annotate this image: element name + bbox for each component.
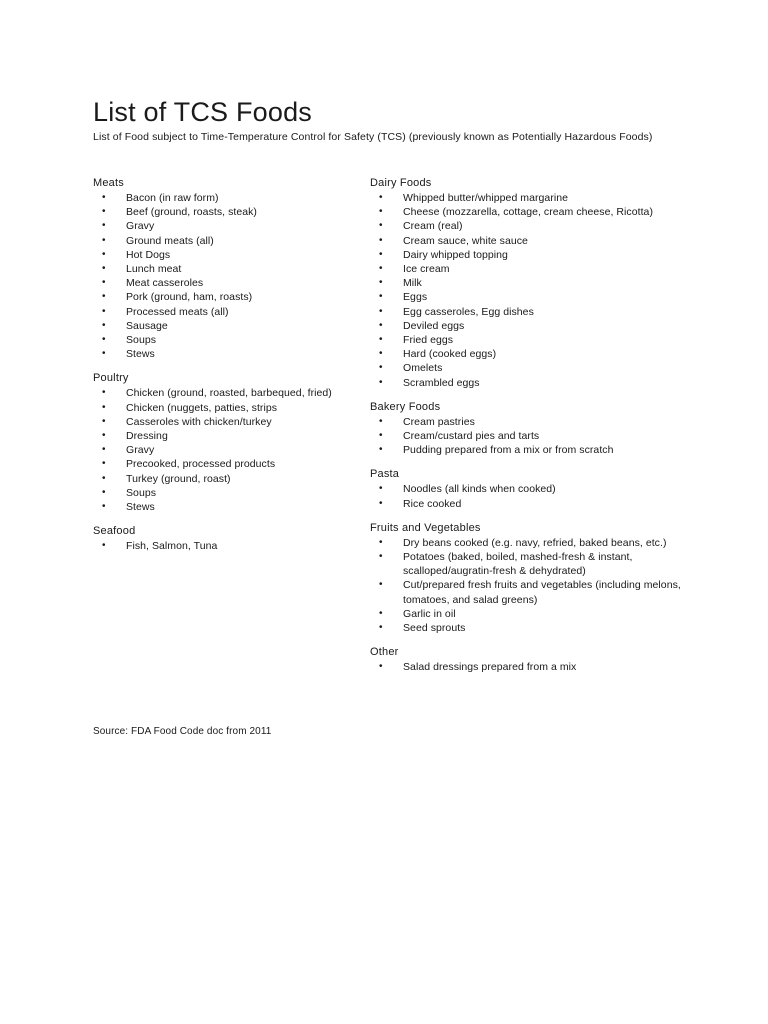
bullet-icon: • xyxy=(102,486,106,498)
food-list-item xyxy=(93,290,363,304)
bullet-icon: • xyxy=(379,622,383,634)
bullet-icon: • xyxy=(379,334,383,346)
bullet-icon: • xyxy=(379,376,383,388)
bullet-icon: • xyxy=(379,483,383,495)
category-heading: Seafood xyxy=(93,525,136,538)
food-item-text: Casseroles with chicken/turkey xyxy=(126,415,272,428)
food-list-item xyxy=(93,415,363,429)
document-page xyxy=(93,95,733,674)
food-item-text: Chicken (ground, roasted, barbequed, fried) xyxy=(126,387,332,400)
category-heading: Bakery Foods xyxy=(370,400,441,413)
food-list-item xyxy=(370,347,710,361)
food-list-item xyxy=(93,234,363,248)
food-list-item xyxy=(93,472,363,486)
food-item-text: Precooked, processed products xyxy=(126,458,276,471)
bullet-icon: • xyxy=(102,263,106,275)
bullet-icon: • xyxy=(379,579,383,591)
food-list xyxy=(370,415,710,458)
food-list-item xyxy=(93,401,363,415)
food-list-item xyxy=(370,536,710,550)
food-item-text: Fish, Salmon, Tuna xyxy=(126,540,218,553)
food-list xyxy=(370,482,710,510)
category-heading: Meats xyxy=(93,177,124,189)
bullet-icon: • xyxy=(102,401,106,413)
bullet-icon: • xyxy=(379,551,383,563)
bullet-icon: • xyxy=(102,472,106,484)
food-list-item xyxy=(93,347,363,361)
bullet-icon: • xyxy=(379,497,383,509)
bullet-icon: • xyxy=(379,362,383,374)
food-list-item xyxy=(93,500,363,514)
food-list-item xyxy=(370,415,710,429)
food-list-item xyxy=(370,443,710,457)
food-list-item xyxy=(370,205,710,219)
food-list-item xyxy=(93,486,363,500)
bullet-icon: • xyxy=(379,291,383,303)
food-item-text: Cream sauce, white sauce xyxy=(403,234,528,247)
bullet-icon: • xyxy=(102,277,106,289)
food-item-text: Potatoes (baked, boiled, mashed-fresh & instant, scalloped/augratin-fresh & dehydrated) xyxy=(403,551,633,578)
food-list-item xyxy=(93,305,363,319)
food-item-text: Fried eggs xyxy=(403,334,454,347)
bullet-icon: • xyxy=(379,263,383,275)
bullet-icon: • xyxy=(379,319,383,331)
food-list-item xyxy=(370,248,710,262)
source-note: Source: FDA Food Code doc from 2011 xyxy=(93,726,272,737)
food-list-item xyxy=(370,276,710,290)
bullet-icon: • xyxy=(379,536,383,548)
food-item-text: Dairy whipped topping xyxy=(403,248,508,261)
food-category-section xyxy=(93,371,363,514)
food-list xyxy=(93,386,363,514)
food-item-text: Pork (ground, ham, roasts) xyxy=(126,291,253,304)
food-item-text: Egg casseroles, Egg dishes xyxy=(403,305,534,318)
food-item-text: Cream (real) xyxy=(403,220,463,233)
bullet-icon: • xyxy=(379,234,383,246)
food-item-text: Salad dressings prepared from a mix xyxy=(403,661,577,674)
food-item-text: Noodles (all kinds when cooked) xyxy=(403,483,556,496)
food-list xyxy=(93,191,363,361)
bullet-icon: • xyxy=(102,540,106,552)
food-item-text: Dressing xyxy=(126,430,168,443)
bullet-icon: • xyxy=(102,458,106,470)
food-item-text: Gravy xyxy=(126,444,155,457)
category-heading: Pasta xyxy=(370,468,400,481)
food-item-text: Stews xyxy=(126,501,155,514)
food-category-section xyxy=(370,521,710,635)
food-item-text: Cream/custard pies and tarts xyxy=(403,430,540,443)
food-category-section xyxy=(93,176,363,361)
food-item-text: Sausage xyxy=(126,319,168,332)
category-heading: Poultry xyxy=(93,372,129,385)
bullet-icon: • xyxy=(379,192,383,203)
page-subtitle: List of Food subject to Time-Temperature Control for Safety (TCS) (previously known as Potentially Hazardous Foods) xyxy=(93,131,653,143)
food-list-item xyxy=(370,191,710,205)
bullet-icon: • xyxy=(102,387,106,399)
bullet-icon: • xyxy=(102,430,106,442)
food-list-item xyxy=(370,319,710,333)
food-item-text: Soups xyxy=(126,334,157,347)
food-list-item xyxy=(370,621,710,635)
food-item-text: Bacon (in raw form) xyxy=(126,192,219,204)
food-list-item xyxy=(370,550,710,578)
food-list-item xyxy=(93,248,363,262)
category-heading: Dairy Foods xyxy=(370,177,432,189)
bullet-icon: • xyxy=(102,234,106,246)
food-list-item xyxy=(370,607,710,621)
food-list-item xyxy=(93,429,363,443)
food-list-item xyxy=(93,333,363,347)
bullet-icon: • xyxy=(102,334,106,346)
food-list-item xyxy=(93,386,363,400)
food-list-item xyxy=(370,482,710,496)
bullet-icon: • xyxy=(102,248,106,260)
bullet-icon: • xyxy=(102,348,106,360)
food-item-text: Cheese (mozzarella, cottage, cream cheese, Ricotta) xyxy=(403,206,653,219)
food-category-section xyxy=(370,467,710,510)
food-category-section xyxy=(370,645,710,674)
food-category-section xyxy=(370,400,710,458)
bullet-icon: • xyxy=(102,192,106,203)
page-title: List of TCS Foods xyxy=(93,97,312,127)
bullet-icon: • xyxy=(102,444,106,456)
food-list xyxy=(370,191,710,390)
bullet-icon: • xyxy=(102,291,106,303)
food-list-item xyxy=(370,497,710,511)
food-list-item xyxy=(93,219,363,233)
food-item-text: Ice cream xyxy=(403,263,450,276)
food-item-text: Milk xyxy=(403,277,422,290)
food-item-text: Gravy xyxy=(126,220,155,233)
food-list-item xyxy=(93,539,363,553)
bullet-icon: • xyxy=(102,305,106,317)
bullet-icon: • xyxy=(379,248,383,260)
food-item-text: Pudding prepared from a mix or from scratch xyxy=(403,444,614,457)
food-item-text: Chicken (nuggets, patties, strips xyxy=(126,401,278,414)
food-item-text: Omelets xyxy=(403,362,443,375)
bullet-icon: • xyxy=(102,206,106,218)
food-list-item xyxy=(370,290,710,304)
food-list-item xyxy=(370,660,710,674)
bullet-icon: • xyxy=(102,501,106,513)
food-list-item xyxy=(370,305,710,319)
food-item-text: Dry beans cooked (e.g. navy, refried, baked beans, etc.) xyxy=(403,536,667,549)
bullet-icon: • xyxy=(102,415,106,427)
food-item-text: Seed sprouts xyxy=(403,622,466,635)
food-list-item xyxy=(370,219,710,233)
bullet-icon: • xyxy=(379,305,383,317)
food-item-text: Meat casseroles xyxy=(126,277,204,290)
food-item-text: Garlic in oil xyxy=(403,607,456,620)
bullet-icon: • xyxy=(379,661,383,673)
food-item-text: Deviled eggs xyxy=(403,319,465,332)
food-item-text: Processed meats (all) xyxy=(126,305,229,318)
food-item-text: Cut/prepared fresh fruits and vegetables (including melons, tomatoes, and salad greens) xyxy=(403,579,681,606)
food-item-text: Hot Dogs xyxy=(126,248,171,261)
food-item-text: Whipped butter/whipped margarine xyxy=(403,192,569,204)
food-item-text: Rice cooked xyxy=(403,497,462,510)
food-item-text: Ground meats (all) xyxy=(126,234,214,247)
food-item-text: Beef (ground, roasts, steak) xyxy=(126,206,257,219)
bullet-icon: • xyxy=(102,220,106,232)
bullet-icon: • xyxy=(379,607,383,619)
right-column xyxy=(370,176,710,684)
category-heading: Fruits and Vegetables xyxy=(370,521,481,534)
food-list-item xyxy=(93,443,363,457)
food-list-item xyxy=(370,361,710,375)
food-list-item xyxy=(93,262,363,276)
category-heading: Other xyxy=(370,646,399,659)
bullet-icon: • xyxy=(379,277,383,289)
bullet-icon: • xyxy=(379,430,383,442)
food-list xyxy=(370,536,710,635)
food-list-item xyxy=(370,578,710,606)
food-list-item xyxy=(93,457,363,471)
food-list-item xyxy=(370,262,710,276)
food-list-item xyxy=(370,376,710,390)
food-category-section xyxy=(93,524,363,553)
food-item-text: Soups xyxy=(126,486,157,499)
food-category-section xyxy=(370,176,710,390)
bullet-icon: • xyxy=(379,348,383,360)
food-list-item xyxy=(370,234,710,248)
food-item-text: Hard (cooked eggs) xyxy=(403,348,497,361)
food-list-item xyxy=(93,191,363,205)
bullet-icon: • xyxy=(102,319,106,331)
food-list-item xyxy=(93,319,363,333)
food-list-item xyxy=(370,333,710,347)
bullet-icon: • xyxy=(379,220,383,232)
bullet-icon: • xyxy=(379,444,383,456)
food-list xyxy=(370,660,710,674)
food-list xyxy=(93,539,363,553)
food-item-text: Lunch meat xyxy=(126,263,182,276)
food-list-item xyxy=(93,276,363,290)
bullet-icon: • xyxy=(379,415,383,427)
food-item-text: Scrambled eggs xyxy=(403,376,480,389)
bullet-icon: • xyxy=(379,206,383,218)
food-item-text: Cream pastries xyxy=(403,415,475,428)
food-item-text: Eggs xyxy=(403,291,428,304)
food-list-item xyxy=(93,205,363,219)
food-item-text: Stews xyxy=(126,348,155,361)
food-item-text: Turkey (ground, roast) xyxy=(126,472,231,485)
food-list-item xyxy=(370,429,710,443)
left-column xyxy=(93,176,363,563)
